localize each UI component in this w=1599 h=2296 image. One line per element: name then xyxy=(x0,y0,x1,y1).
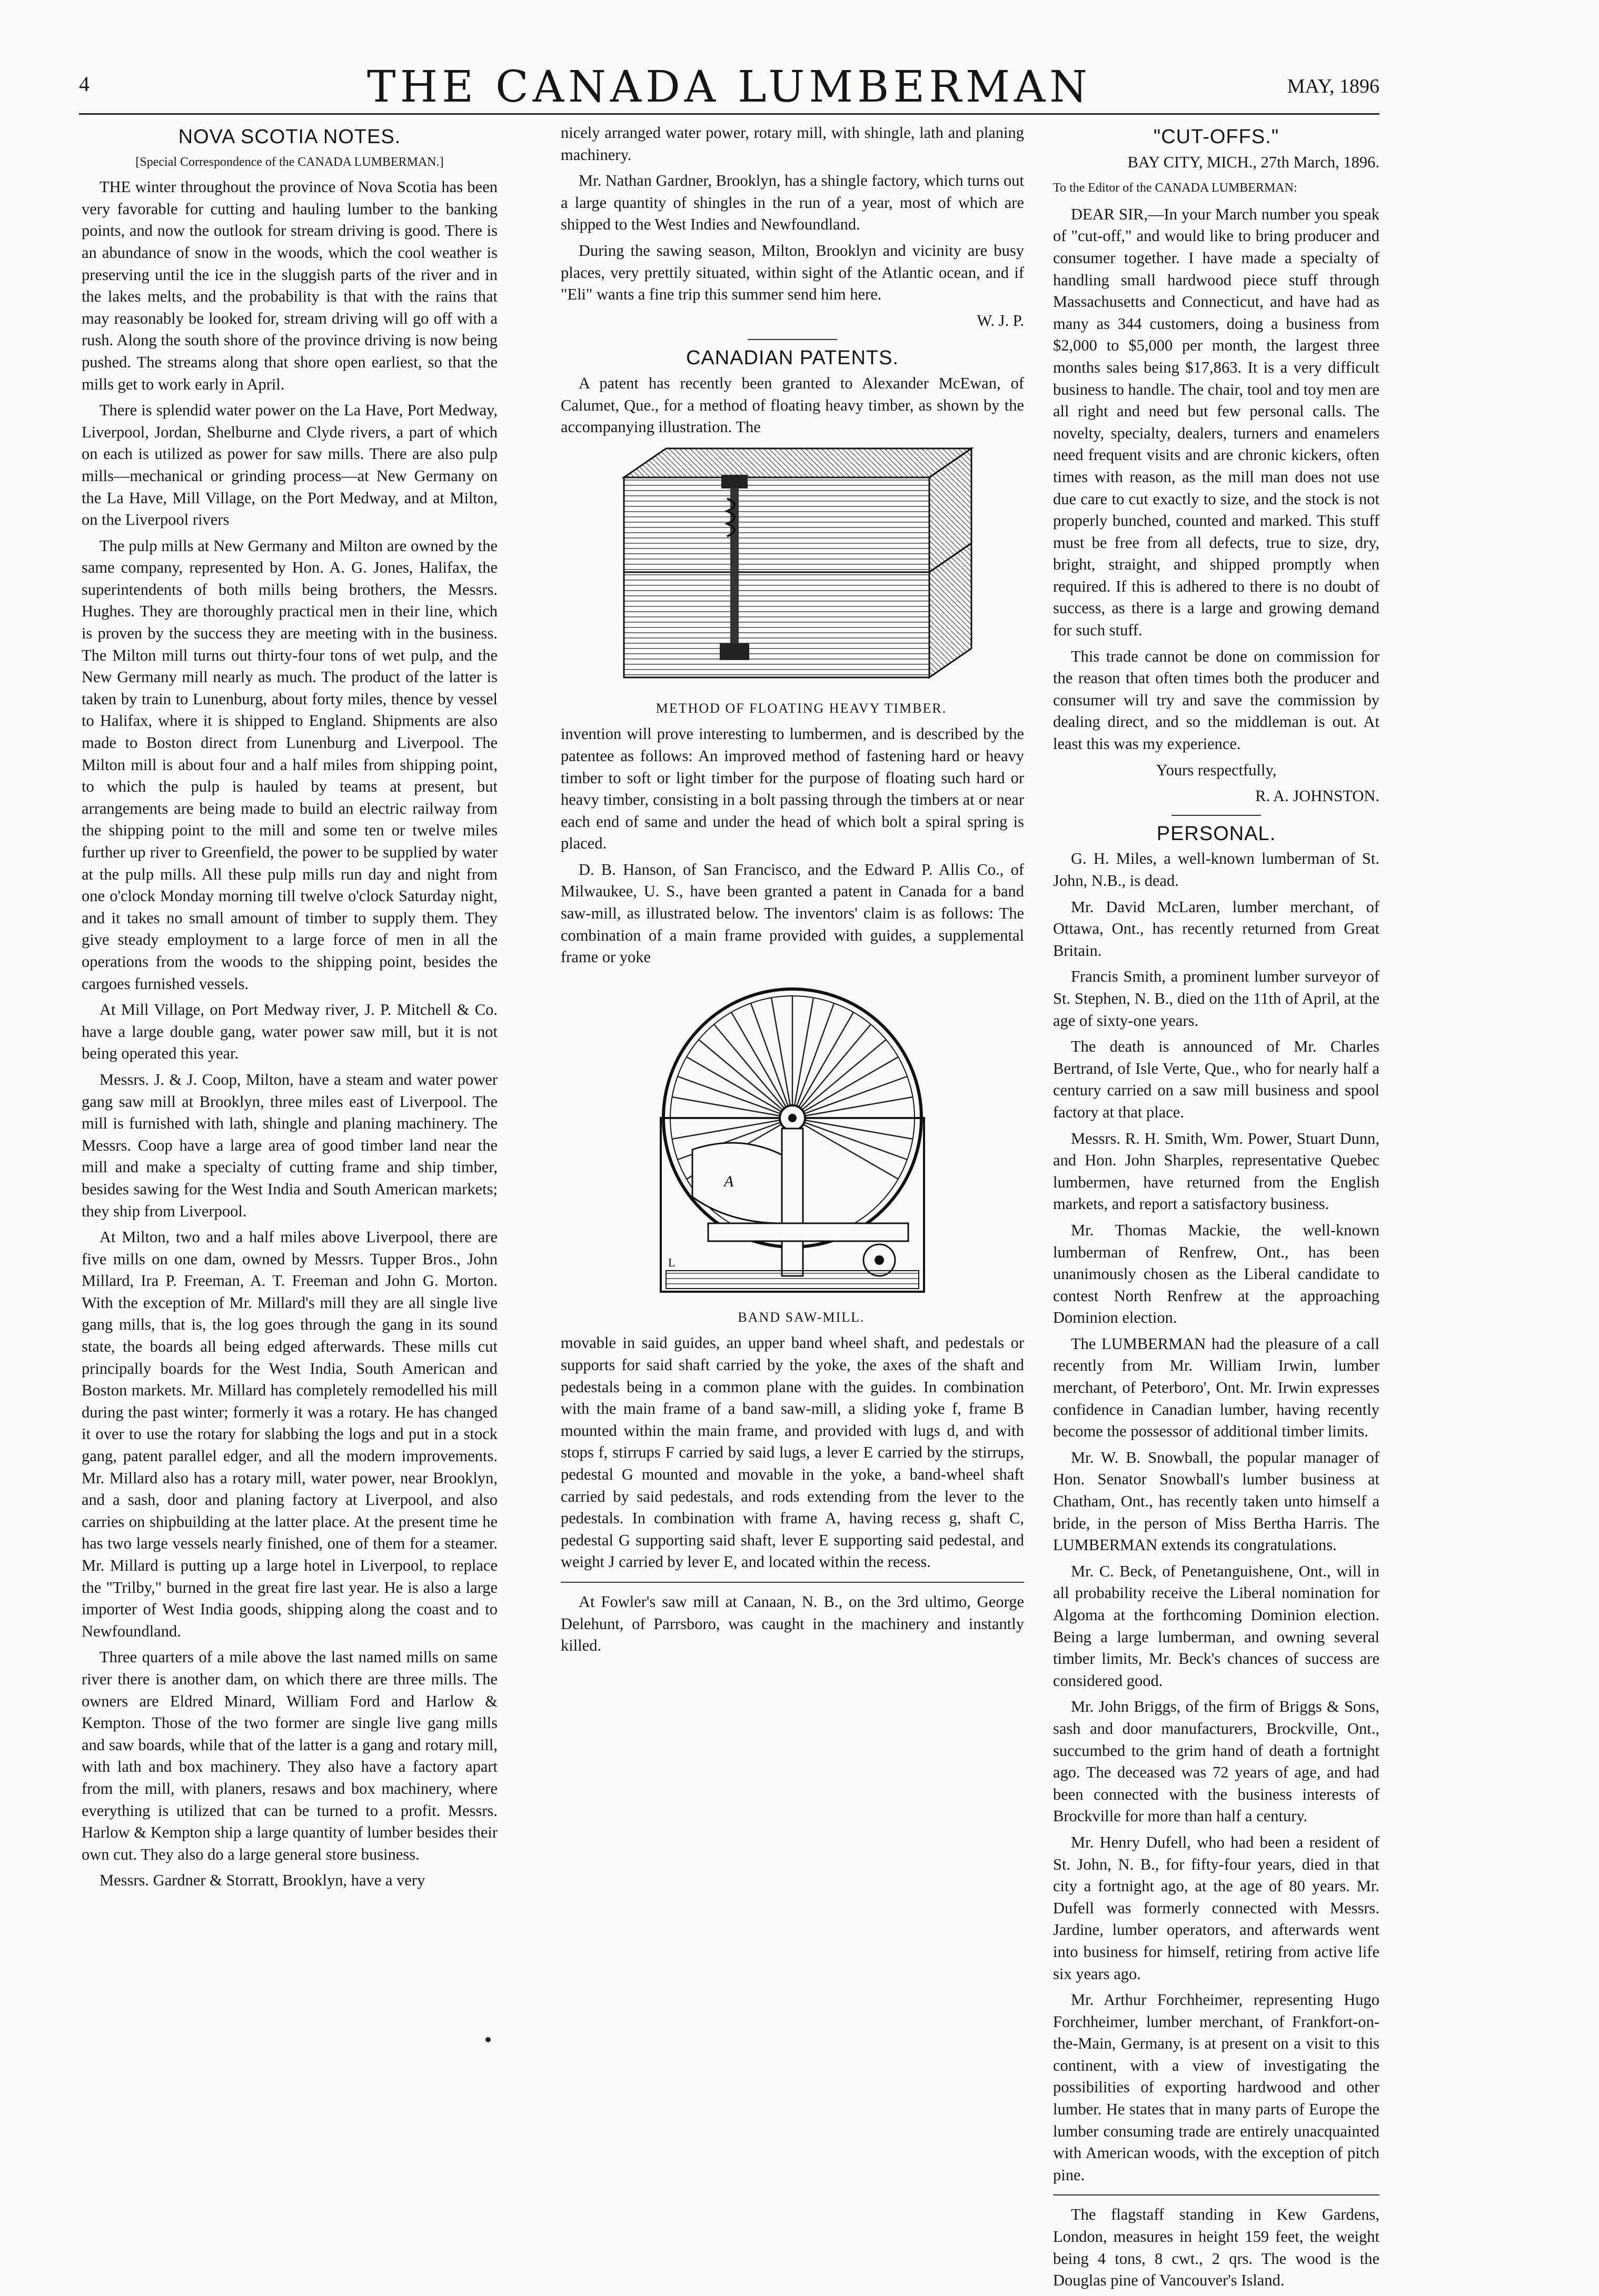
paragraph: The death is announced of Mr. Charles Bertrand, of Isle Verte, Que., who for nearly half a century carried on a saw mill business and spool factory at that place. xyxy=(1053,1037,1379,1121)
paragraph: Mr. C. Beck, of Penetanguishene, Ont., will in all probability receive the Liberal nomination for Algoma at the forthcoming Dominion election. Being a large lumberman, and owning several timber limits, Mr. Beck's chances of success are considered good. xyxy=(1053,1562,1379,1690)
paragraph: Three quarters of a mile above the last named mills on same river there is another dam, on which there are three mills. The owners are Eldred Minard, William Ford and Harlow & Kempton. Those of the two former are single live gang mills and saw boards, while that of the latter is a gang and rotary mill, with lath and box machinery. They also have a factory apart from the mill, with planers, resaws and box machinery, where everything is utilized that can be turned to a profit. Messrs. Harlow & Kempton ship a large quantity of lumber besides their own cut. They also do a large general store business. xyxy=(82,1648,498,1863)
article-subheading: [Special Correspondence of the CANADA LUMBERMAN.] xyxy=(135,155,444,169)
paragraph: Messrs. R. H. Smith, Wm. Power, Stuart Dunn, and Hon. John Sharples, representative Quebec lumbermen, have returned from the English markets, and report a satisfactory business. xyxy=(1053,1129,1379,1213)
band-saw-mill-illustration xyxy=(645,976,940,1302)
figure-label-l: L xyxy=(668,1255,676,1269)
paragraph: At Milton, two and a half miles above Liverpool, there are five mills on one dam, owned by Messrs. Tupper Bros., John Millard, Ira P. Freeman, A. T. Freeman and John G. Morton. With the exception of Mr. Millard's mill they are all single live gang mills, that is, the log goes through the gang in its sound state, the boards all being edged afterwards. These mills cut principally boards for the West India, South American and Boston markets. Mr. Millard has completely remodelled his mill during the past winter; formerly it was a rotary. He has changed it over to use the rotary for slabbing the logs and put in a stock gang, patent parallel edger, and all the modern improvements. Mr. Millard also has a rotary mill, water power, near Brooklyn, and a sash, door and planing factory at Liverpool, and also carries on shipbuilding at the latter place. At the present time he has two large vessels nearly finished, one of them for a steamer. Mr. Millard is putting up a large hotel in Liverpool, to replace the "Trilby," burned in the great fire last year. He is also a large importer of West India goods, shipping along the coast and to Newfoundland. xyxy=(82,1228,498,1640)
paragraph: Messrs. J. & J. Coop, Milton, have a steam and water power gang saw mill at Brooklyn, three miles east of Liverpool. The mill is furnished with lath, shingle and planing machinery. The Messrs. Coop have a large area of good timber land near the mill and make a specialty of cutting frame and ship timber, besides sawing for the West India and South American markets; they ship from Liverpool. xyxy=(82,1070,498,1220)
paragraph: The LUMBERMAN had the pleasure of a call recently from Mr. William Irwin, lumber merchant, of Peterboro', Ont. Mr. Irwin expresses confidence in Canadian lumber, having recently become the possessor of additional timber limits. xyxy=(1053,1334,1379,1441)
paragraph: The flagstaff standing in Kew Gardens, London, measures in height 159 feet, the weight being 4 tons, 8 cwt., 2 qrs. The wood is the Douglas pine of Vancouver's Island. xyxy=(1053,2205,1379,2290)
page-ornament-dot xyxy=(485,2037,491,2042)
separator xyxy=(1053,2194,1379,2195)
separator xyxy=(748,339,837,340)
figure-label-a: A xyxy=(724,1172,734,1190)
column-cutoffs-personal xyxy=(1053,122,1379,2296)
column-nova-scotia-notes xyxy=(82,122,498,1896)
paragraph: There is splendid water power on the La Have, Port Medway, Liverpool, Jordan, Shelburne and Clyde rivers, a part of which on each is utilized as power for saw mills. There are also pulp mills—mechanical or grinding process—at New Germany on the La Have, Mill Village, on the Port Medway, and at Milton, on the Liverpool rivers xyxy=(82,401,498,529)
paragraph: At Mill Village, on Port Medway river, J. P. Mitchell & Co. have a large double gang, water power saw mill, but it is not being operated this year. xyxy=(82,1001,498,1063)
paragraph: THE winter throughout the province of Nova Scotia has been very favorable for cutting and hauling lumber to the banking points, and now the outlook for stream driving is good. There is an abundance of snow in the woods, which the cool weather is preserving until the ice in the sluggish parts of the river and in the lakes melts, and the probability is that with the rains that may reasonably be looked for, stream driving will go off with a rush. Along the south shore of the province driving is now being pushed. The streams along that shore open earliest, so that the mills get to work early in April. xyxy=(82,178,498,393)
issue-date: MAY, 1896 xyxy=(1287,75,1379,97)
paragraph: Mr. John Briggs, of the firm of Briggs & Sons, sash and door manufacturers, Brockville, Ont., succumbed to the grim hand of death a fortnight ago. The deceased was 72 years of age, and had been connected with the business interests of Brockville for more than half a century. xyxy=(1053,1698,1379,1825)
paragraph: Mr. Nathan Gardner, Brooklyn, has a shingle factory, which turns out a large quantity of shingles in the run of a year, most of which are shipped to the West Indies and Newfoundland. xyxy=(561,172,1024,234)
paragraph: This trade cannot be done on commission for the reason that often times both the producer and consumer will try and save the commission by dealing direct, and so the middleman is out. At least this was my experience. xyxy=(1053,647,1379,753)
paragraph: Mr. W. B. Snowball, the popular manager of Hon. Senator Snowball's lumber business at Chatham, Ont., has recently taken unto himself a bride, in the person of Miss Bertha Harris. The LUMBERMAN extends its congratulations. xyxy=(1053,1448,1379,1554)
paragraph: G. H. Miles, a well-known lumberman of St. John, N.B., is dead. xyxy=(1053,850,1379,890)
column-canadian-patents xyxy=(561,122,1024,1661)
article-heading: "CUT-OFFS." xyxy=(1153,126,1279,148)
masthead xyxy=(79,62,1379,115)
letter-closing: Yours respectfully, xyxy=(1156,761,1277,779)
paragraph: Messrs. Gardner & Storratt, Brooklyn, have a very xyxy=(100,1871,425,1890)
article-heading: NOVA SCOTIA NOTES. xyxy=(178,126,401,148)
signature: R. A. JOHNSTON. xyxy=(1255,787,1379,805)
article-heading: CANADIAN PATENTS. xyxy=(686,347,899,370)
paragraph: movable in said guides, an upper band wheel shaft, and pedestals or supports for said shaft carried by the yoke, the axes of the shaft and pedestals being in a common plane with the guides. In combination with the main frame of a band saw-mill, a sliding yoke f, frame B mounted within the main frame, and provided with lugs d, and with stops f, stirrups F carried by said lugs, a lever E carried by the stirrups, pedestal G mounted and movable in the yoke, a band-wheel shaft carried by said pedestals, and rods extending from the lever to the pedestals. In combination with frame A, having recess g, shaft C, pedestal G supporting said shaft, lever E supporting said pedestal, and weight J carried by lever E, and located within the recess. xyxy=(561,1334,1024,1571)
separator xyxy=(1171,815,1261,816)
paragraph: A patent has recently been granted to Alexander McEwan, of Calumet, Que., for a method of floating heavy timber, as shown by the accompanying illustration. The xyxy=(561,374,1024,436)
paragraph: Mr. Thomas Mackie, the well-known lumberman of Renfrew, Ont., has been unanimously chosen as the Liberal candidate to contest North Renfrew at the approaching Dominion election. xyxy=(1053,1221,1379,1327)
dateline: BAY CITY, MICH., 27th March, 1896. xyxy=(1127,153,1379,171)
masthead-rule xyxy=(79,113,1379,115)
figure-caption: METHOD OF FLOATING HEAVY TIMBER. xyxy=(656,700,947,716)
paragraph: At Fowler's saw mill at Canaan, N. B., on the 3rd ultimo, George Delehunt, of Parrsboro, was caught in the machinery and instantly killed. xyxy=(561,1592,1024,1655)
paragraph: Francis Smith, a prominent lumber surveyor of St. Stephen, N. B., died on the 11th of April, at the age of sixty-one years. xyxy=(1053,967,1379,1030)
letter-address: To the Editor of the CANADA LUMBERMAN: xyxy=(1053,181,1297,195)
paragraph: DEAR SIR,—In your March number you speak of "cut-off," and would like to bring producer and consumer together. I have made a specialty of handling small hardwood piece stuff through Massachusetts and Connecticut, and have had as many as 344 customers, doing a business from $2,000 to $5,000 per month, the largest three months sales being $17,863. It is a very difficult business to handle. The chair, tool and toy men are all right and need but few personal calls. The novelty, specialty, dealers, turners and enamelers need frequent visits and are chronic kickers, often times with reason, as the mill man does not use due care to cut exactly to size, and the stock is not properly bunched, counted and marked. This stuff must be free from all defects, true to size, dry, bright, straight, and shipped promptly when required. If this is adhered to there is no doubt of success, as there is a large and growing demand for such stuff. xyxy=(1053,205,1379,640)
paragraph: D. B. Hanson, of San Francisco, and the Edward P. Allis Co., of Milwaukee, U. S., have been granted a patent in Canada for a band saw-mill, as illustrated below. The inventors' claim is as follows: The combination of a main frame provided with guides, a supplemental frame or yoke xyxy=(561,860,1024,966)
page-number: 4 xyxy=(79,72,90,96)
figure-caption: BAND SAW-MILL. xyxy=(738,1309,865,1325)
paragraph: Mr. Arthur Forchheimer, representing Hugo Forchheimer, lumber merchant, of Frankfort-on-the-Main, Germany, is at present on a visit to this continent, with a view of investigating the possibilities of exporting hardwood and other lumber. He states that in many parts of Europe the lumber consuming trade are entirely unacquainted with American woods, with the exception of pitch pine. xyxy=(1053,1991,1379,2184)
floating-timber-illustration xyxy=(608,446,977,693)
paragraph: During the sawing season, Milton, Brooklyn and vicinity are busy places, very prettily situated, within sight of the Atlantic ocean, and if "Eli" wants a fine trip this summer send him here. xyxy=(561,241,1024,304)
paragraph: nicely arranged water power, rotary mill, with shingle, lath and planing machinery. xyxy=(561,124,1024,164)
signature: W. J. P. xyxy=(977,311,1024,330)
newspaper-title: THE CANADA LUMBERMAN xyxy=(367,62,1091,112)
paragraph: invention will prove interesting to lumbermen, and is described by the patentee as follows: An improved method of fastening hard or heavy timber to soft or light timber for the purpose of floating such hard or heavy timber, consisting in a bolt passing through the timbers at or near each end of same and under the head of which bolt a spiral spring is placed. xyxy=(561,725,1024,853)
paragraph: The pulp mills at New Germany and Milton are owned by the same company, represented by Hon. A. G. Jones, Halifax, the superintendents of both mills being brothers, the Messrs. Hughes. They are thoroughly practical men in their line, which is proven by the success they are meeting with in the business. The Milton mill turns out thirty-four tons of wet pulp, and the New Germany mill nearly as much. The product of the latter is taken by train to Lunenburg, about forty miles, thence by vessel to Halifax, where it is shipped to England. Shipments are also made to Boston direct from Lunenburg and Liverpool. The Milton mill is about four and a half miles from shipping point, to which the pulp is hauled by teams at present, but arrangements are being made to build an electric railway from the shipping point to the mill and some ten or twelve miles further up river to Greenfield, the power to be supplied by water at the pulp mills. All these pulp mills run day and night from one o'clock Monday morning till twelve o'clock Saturday night, and it takes no small amount of timber to supply them. They give steady employment to a large force of men in all the operations from the woods to the shipping point, besides the cargoes furnished vessels. xyxy=(82,536,498,993)
article-heading: PERSONAL. xyxy=(1156,822,1276,845)
paragraph: Mr. Henry Dufell, who had been a resident of St. John, N. B., for fifty-four years, died in that city a fortnight ago, at the age of 80 years. Mr. Dufell was formerly connected with Messrs. Jardine, lumber operators, and afterwards went into business for himself, retiring from active life six years ago. xyxy=(1053,1833,1379,1983)
separator xyxy=(561,1582,1024,1583)
paragraph: Mr. David McLaren, lumber merchant, of Ottawa, Ont., has recently returned from Great Britain. xyxy=(1053,897,1379,960)
